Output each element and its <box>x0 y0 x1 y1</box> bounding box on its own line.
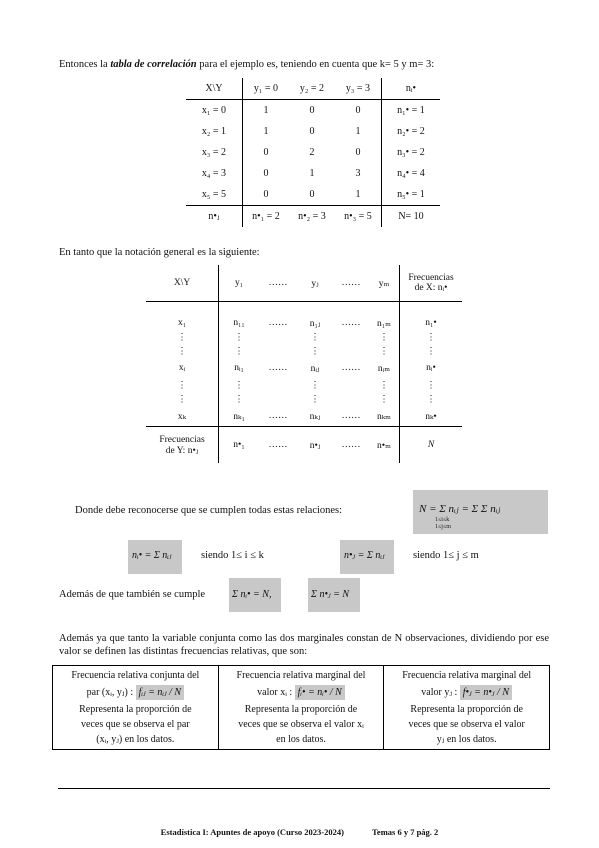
t2-cell: ⋮ <box>379 332 389 343</box>
joint-desc-line: (xᵢ, yⱼ) en los datos. <box>96 734 175 745</box>
marginal-x-desc-line: Representa la proporción de <box>244 704 358 715</box>
t1-header-y1: y₁ = 0 <box>243 78 290 100</box>
intro-emphasis: tabla de correlación <box>110 59 197 70</box>
t2-header-freq-sub: de X: nᵢ• <box>414 283 448 293</box>
t1-cell: 1 <box>309 168 315 179</box>
marginal-y-formula-line <box>387 685 546 700</box>
joint-title: Frecuencia relativa conjunta del <box>71 670 200 681</box>
marginal-y-desc-line: Representa la proporción de <box>410 704 523 715</box>
t2-cell <box>333 330 369 344</box>
t2-cell: ⋮ <box>234 380 244 391</box>
t2-cell: ⋮ <box>400 330 463 344</box>
marginal-x-cell <box>218 666 384 750</box>
t1-cell: 1 <box>355 126 361 137</box>
t2-foot-cell: n•₁ <box>219 427 260 464</box>
t2-cell: ⋮ <box>400 344 463 358</box>
t2-cell <box>333 378 369 392</box>
t1-cell: n₂• = 2 <box>382 121 441 142</box>
t2-cell: ⋮ <box>234 346 244 357</box>
t2-cell: …… <box>341 318 361 328</box>
t2-cell: nᵢₘ <box>377 363 391 374</box>
t2-cell: …… <box>341 411 361 421</box>
relative-frequencies-table <box>52 665 550 750</box>
t2-foot-cell: …… <box>259 427 297 464</box>
intro-suffix: para el ejemplo es, teniendo en cuenta que k= 5 y m= 3: <box>196 59 435 70</box>
t1-cell: n₃• = 2 <box>382 142 441 163</box>
t1-cell: 0 <box>355 105 361 116</box>
t2-foot-cell: …… <box>333 427 369 464</box>
t1-cell: 3 <box>355 168 361 179</box>
t2-footer-label-line2: de Y: n•ⱼ <box>165 445 199 456</box>
intro-paragraph <box>59 58 549 71</box>
t2-foot-cell: n•ⱼ <box>297 427 333 464</box>
t1-cell: 1 <box>263 126 269 137</box>
t2-cell <box>259 378 297 392</box>
t1-foot-cell: n•₃ = 5 <box>335 206 382 228</box>
marginal-x-title: Frecuencia relativa marginal del <box>236 670 366 681</box>
t2-header-corner: X\Y <box>146 265 219 302</box>
t2-cell: …… <box>341 363 361 373</box>
joint-line2: par (xᵢ, yⱼ) : <box>86 687 134 698</box>
intro-prefix: Entonces la <box>59 59 111 70</box>
also-holds-text: Además de que también se cumple <box>59 589 206 600</box>
t2-footer-label <box>146 427 219 464</box>
t1-cell: 0 <box>309 189 315 200</box>
nj-range-text: siendo 1≤ j ≤ m <box>413 550 479 561</box>
t2-cell: ⋮ <box>234 332 244 343</box>
t1-header-ni: nᵢ• <box>382 78 441 100</box>
t1-cell: 0 <box>309 105 315 116</box>
t2-cell: n₁₁ <box>233 318 245 328</box>
n-total-sub-i: 1≤i≤k <box>435 517 450 523</box>
t2-cell: n₁• <box>400 316 463 330</box>
t2-cell: ⋮ <box>400 378 463 392</box>
page-footer <box>0 827 599 837</box>
t1-foot-cell: n•₂ = 3 <box>289 206 335 228</box>
t2-header-marginal <box>400 265 463 302</box>
t1-cell: 2 <box>309 147 315 158</box>
t2-cell: ⋮ <box>310 394 320 405</box>
t2-cell: nᵢⱼ <box>310 363 320 374</box>
t2-cell: nₖ• <box>400 406 463 427</box>
t2-cell: nᵢ₁ <box>234 363 244 373</box>
general-notation-text: En tanto que la notación general es la siguiente: <box>59 247 260 258</box>
t2-cell: x₁ <box>146 316 219 330</box>
sum-ni-formula: Σ nᵢ• = N, <box>232 589 272 600</box>
table-row <box>186 100 440 122</box>
table-footer-row <box>186 206 440 228</box>
marginal-x-desc-line: veces que se observa el valor xᵢ <box>238 719 364 730</box>
footer-divider <box>58 788 550 789</box>
t2-cell <box>333 344 369 358</box>
t1-cell: 0 <box>309 126 315 137</box>
t2-cell: ⋮ <box>310 346 320 357</box>
marginal-y-desc-line: veces que se observa el valor <box>408 719 525 730</box>
t1-header-corner: X\Y <box>186 78 243 100</box>
t2-header-cell: y₁ <box>219 265 260 302</box>
n-total-formula: N = Σ nᵢⱼ = Σ Σ nᵢⱼ <box>419 503 501 515</box>
t1-cell: 0 <box>355 147 361 158</box>
marginal-x-line2: valor xᵢ : <box>257 687 293 698</box>
n-total-formula-box <box>413 490 548 534</box>
t2-cell <box>333 392 369 406</box>
sum-ni-formula-box <box>229 578 281 612</box>
sum-nj-formula: Σ n•ⱼ = N <box>311 589 350 600</box>
ndot-j-formula: n•ⱼ = Σ nᵢⱼ <box>344 550 385 561</box>
t2-cell: n₁ₘ <box>377 318 391 329</box>
t2-cell: ⋮ <box>379 380 389 391</box>
t2-cell: nᵢ• <box>400 358 463 378</box>
t1-cell: 0 <box>263 168 269 179</box>
t1-cell: n₄• = 4 <box>382 163 441 184</box>
t2-cell <box>259 392 297 406</box>
ndot-j-formula-box <box>340 540 394 574</box>
t2-header-cell: …… <box>333 265 369 302</box>
footer-page: Temas 6 y 7 pág. 2 <box>372 827 439 837</box>
t2-cell: ⋮ <box>310 380 320 391</box>
t2-cell: ⋮ <box>379 394 389 405</box>
t2-foot-cell: n•ₘ <box>369 427 400 464</box>
t2-cell: ⋮ <box>146 392 219 406</box>
t1-header-y3: y₃ = 3 <box>335 78 382 100</box>
n-total-formula-subscripts <box>435 517 451 531</box>
t2-footer-label-line1: Frecuencias <box>159 434 205 445</box>
table-row <box>146 330 462 344</box>
table-row <box>186 121 440 142</box>
t1-foot-cell: n•₁ = 2 <box>243 206 290 228</box>
marginal-y-cell <box>384 666 550 750</box>
relations-text: Donde debe reconocerse que se cumplen todas estas relaciones: <box>75 505 343 516</box>
t1-cell: x₂ = 1 <box>186 121 243 142</box>
t1-cell: x₄ = 3 <box>186 163 243 184</box>
table-row <box>146 378 462 392</box>
t1-cell: 0 <box>263 189 269 200</box>
ni-range-text: siendo 1≤ i ≤ k <box>201 550 264 561</box>
marginal-x-formula: fᵢ• = nᵢ• / N <box>295 685 345 700</box>
table-row <box>186 142 440 163</box>
joint-formula-line <box>56 685 215 700</box>
table-row <box>146 406 462 427</box>
marginal-y-formula: f•ⱼ = n•ⱼ / N <box>460 685 512 700</box>
t2-header-cell: yⱼ <box>297 265 333 302</box>
t2-cell: ⋮ <box>146 330 219 344</box>
t2-header-freq-label: Frecuencias <box>408 273 454 283</box>
t2-cell: ⋮ <box>234 394 244 405</box>
relative-frequency-paragraph: Además ya que tanto la variable conjunta como las dos marginales constan de N observaciones, dividiendo por ese valor se definen las distintas frecuencias relativas, que son: <box>59 633 549 657</box>
table-row <box>146 392 462 406</box>
table-row <box>186 163 440 184</box>
t1-foot-cell: n•ⱼ <box>186 206 243 228</box>
t2-cell: ⋮ <box>146 378 219 392</box>
marginal-x-formula-line <box>222 685 381 700</box>
table-row <box>146 344 462 358</box>
t1-cell: n₅• = 1 <box>382 184 441 206</box>
t2-cell <box>259 344 297 358</box>
t1-header-y2: y₂ = 2 <box>289 78 335 100</box>
joint-desc-line: veces que se observa el par <box>81 719 190 730</box>
t2-cell: ⋮ <box>379 346 389 357</box>
table-row <box>146 316 462 330</box>
t1-cell: 1 <box>355 189 361 200</box>
t2-foot-cell: N <box>400 427 463 464</box>
t2-cell: ⋮ <box>310 332 320 343</box>
general-correlation-table <box>146 265 462 463</box>
t2-cell: ⋮ <box>400 392 463 406</box>
t1-cell: x₁ = 0 <box>186 100 243 122</box>
t1-cell: x₃ = 2 <box>186 142 243 163</box>
sum-nj-formula-box <box>308 578 360 612</box>
n-total-sub-j: 1≤j≤m <box>435 524 451 530</box>
ni-dot-formula: nᵢ• = Σ nᵢⱼ <box>132 550 172 561</box>
t2-cell: …… <box>268 411 288 421</box>
t1-cell: 1 <box>263 105 269 116</box>
t2-header-cell: yₘ <box>369 265 400 302</box>
t1-cell: x₅ = 5 <box>186 184 243 206</box>
table-footer-row <box>146 427 462 464</box>
joint-frequency-cell <box>53 666 219 750</box>
marginal-y-line2: valor yⱼ : <box>421 687 458 698</box>
t2-cell: nₖ₁ <box>233 411 245 422</box>
t1-foot-cell: N= 10 <box>382 206 441 228</box>
t2-cell: xₖ <box>146 406 219 427</box>
marginal-y-title: Frecuencia relativa marginal del <box>402 670 532 681</box>
footer-course: Estadística I: Apuntes de apoyo (Curso 2023-2024) <box>160 827 344 837</box>
t1-cell: n₁• = 1 <box>382 100 441 122</box>
t2-header-cell: …… <box>259 265 297 302</box>
marginal-x-desc-line: en los datos. <box>276 734 326 745</box>
t1-cell: 0 <box>263 147 269 158</box>
ni-dot-formula-box <box>128 540 182 574</box>
t2-cell: xᵢ <box>146 358 219 378</box>
t2-cell: …… <box>268 363 288 373</box>
joint-formula: fᵢⱼ = nᵢⱼ / N <box>136 685 184 700</box>
t2-cell: ⋮ <box>146 344 219 358</box>
t2-cell: nₖₘ <box>376 411 392 422</box>
t2-cell: n₁ⱼ <box>309 318 321 329</box>
marginal-y-desc-line: yⱼ en los datos. <box>436 734 497 745</box>
joint-desc-line: Representa la proporción de <box>79 704 192 715</box>
t2-cell <box>259 330 297 344</box>
t2-cell: …… <box>268 318 288 328</box>
table-row <box>146 358 462 378</box>
correlation-table-example <box>186 78 440 227</box>
t2-cell: nₖⱼ <box>309 411 321 422</box>
table-row <box>186 184 440 206</box>
